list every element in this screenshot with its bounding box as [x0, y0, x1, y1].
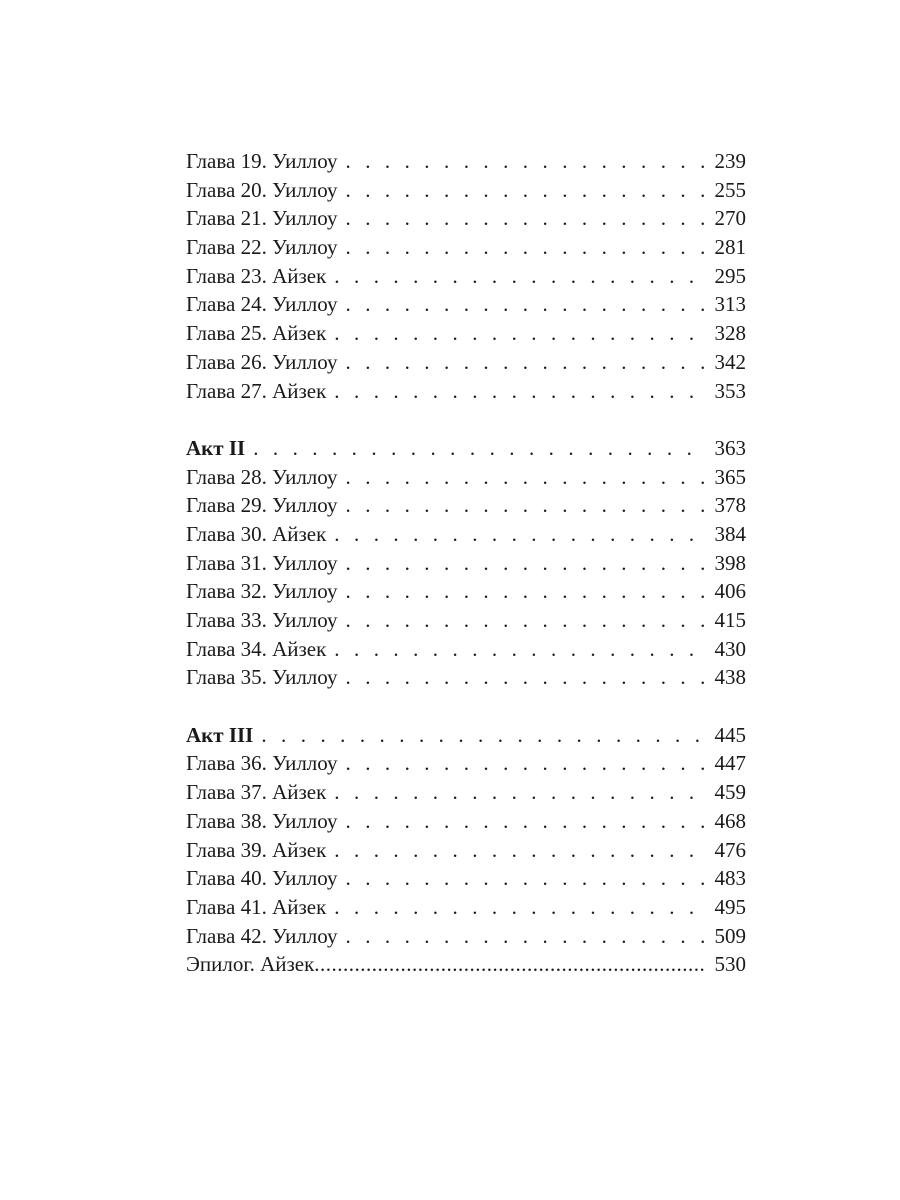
toc-page-number: 430: [714, 636, 746, 661]
dot-leader: [261, 721, 704, 750]
toc-entry-title: Акт II: [186, 435, 246, 460]
dot-leader: [334, 635, 704, 664]
toc-entry-title: Глава 24. Уиллоу: [186, 292, 338, 317]
toc-entry-title: Глава 35. Уиллоу: [186, 665, 338, 690]
toc-entry: [186, 348, 746, 377]
toc-page-number: 353: [714, 378, 746, 403]
toc-page-number: 398: [714, 550, 746, 575]
toc-entry-title: Акт III: [186, 722, 254, 747]
toc-entry-title: Глава 38. Уиллоу: [186, 808, 338, 833]
toc-entry: [186, 520, 746, 549]
dot-leader: [346, 348, 705, 377]
toc-entry: [186, 491, 746, 520]
toc-page-number: 445: [714, 722, 746, 747]
dot-leader: [346, 204, 705, 233]
toc-entry-title: Глава 39. Айзек: [186, 837, 327, 862]
dot-leader: [346, 577, 705, 606]
dot-leader: [334, 778, 704, 807]
toc-entry-title: Глава 41. Айзек: [186, 894, 327, 919]
dot-leader: [334, 893, 704, 922]
toc-entry: [186, 749, 746, 778]
toc-entry-title: Глава 40. Уиллоу: [186, 866, 338, 891]
toc-entry-title: Глава 19. Уиллоу: [186, 149, 338, 173]
toc-page-number: 530: [714, 952, 746, 977]
toc-page-number: 365: [714, 464, 746, 489]
toc-entry-title: Глава 31. Уиллоу: [186, 550, 338, 575]
dot-leader: [346, 463, 705, 492]
dot-leader: [314, 950, 704, 979]
toc-entry: [186, 663, 746, 692]
dot-leader: [346, 606, 705, 635]
toc-page-number: 384: [714, 521, 746, 546]
toc-page-number: 313: [714, 292, 746, 317]
toc-page-number: 468: [714, 808, 746, 833]
toc-entry-title: Глава 30. Айзек: [186, 521, 327, 546]
toc-page-number: 281: [714, 235, 746, 260]
toc-entry-title: Глава 36. Уиллоу: [186, 751, 338, 776]
toc-entry-title: Глава 23. Айзек: [186, 263, 327, 288]
toc-act-heading: [186, 434, 746, 463]
toc-entry-title: Глава 26. Уиллоу: [186, 349, 338, 374]
toc-page-number: 239: [714, 149, 746, 173]
toc-page-number: 255: [714, 177, 746, 202]
toc-entry: [186, 893, 746, 922]
dot-leader: [346, 176, 705, 205]
toc-entry: [186, 377, 746, 406]
toc-entry: [186, 635, 746, 664]
toc-entry-title: Глава 29. Уиллоу: [186, 493, 338, 518]
toc-entry: [186, 262, 746, 291]
toc-entry: [186, 290, 746, 319]
dot-leader: [334, 836, 704, 865]
toc-entry-title: Глава 42. Уиллоу: [186, 923, 338, 948]
toc-entry-title: Глава 37. Айзек: [186, 780, 327, 805]
dot-leader: [346, 807, 705, 836]
toc-entry: [186, 836, 746, 865]
toc-entry: [186, 549, 746, 578]
dot-leader: [346, 147, 705, 176]
toc-entry: [186, 319, 746, 348]
toc-page-number: 476: [714, 837, 746, 862]
dot-leader: [334, 377, 704, 406]
toc-page-number: 378: [714, 493, 746, 518]
dot-leader: [346, 922, 705, 951]
toc-entry-title: Глава 32. Уиллоу: [186, 579, 338, 604]
toc-page-number: 495: [714, 894, 746, 919]
toc-entry-title: Глава 21. Уиллоу: [186, 206, 338, 231]
toc-entry-title: Глава 34. Айзек: [186, 636, 327, 661]
toc-entry-title: Глава 22. Уиллоу: [186, 235, 338, 260]
toc-entry: [186, 950, 746, 979]
toc-group: [186, 147, 746, 405]
dot-leader: [346, 663, 705, 692]
toc-entry: [186, 204, 746, 233]
toc-entry: [186, 463, 746, 492]
toc-entry: [186, 176, 746, 205]
toc-page-number: 342: [714, 349, 746, 374]
toc-entry-title: Глава 27. Айзек: [186, 378, 327, 403]
dot-leader: [253, 434, 704, 463]
dot-leader: [346, 233, 705, 262]
toc-page-number: 509: [714, 923, 746, 948]
toc-page-number: 447: [714, 751, 746, 776]
toc-entry: [186, 233, 746, 262]
dot-leader: [334, 319, 704, 348]
toc-group: [186, 721, 746, 979]
toc-entry: [186, 577, 746, 606]
toc-page-number: 406: [714, 579, 746, 604]
toc-page-number: 483: [714, 866, 746, 891]
toc-entry: [186, 864, 746, 893]
toc-entry-title: Глава 33. Уиллоу: [186, 608, 338, 632]
toc-page-number: 415: [714, 608, 746, 632]
dot-leader: [346, 491, 705, 520]
toc-page-number: 438: [714, 665, 746, 690]
dot-leader: [346, 290, 705, 319]
toc-group: [186, 434, 746, 692]
toc-page-number: 328: [714, 321, 746, 346]
toc-entry: [186, 606, 746, 635]
toc-entry: [186, 807, 746, 836]
dot-leader: [334, 262, 704, 291]
toc-entry-title: Глава 28. Уиллоу: [186, 464, 338, 489]
toc-entry-title: Глава 20. Уиллоу: [186, 177, 338, 202]
toc-entry-title: Эпилог. Айзек: [186, 952, 315, 977]
toc-entry: [186, 778, 746, 807]
toc-act-heading: [186, 721, 746, 750]
dot-leader: [346, 749, 705, 778]
dot-leader: [334, 520, 704, 549]
toc-page-number: 295: [714, 263, 746, 288]
toc-page-number: 459: [714, 780, 746, 805]
table-of-contents: [186, 147, 746, 979]
toc-entry: [186, 147, 746, 176]
dot-leader: [346, 864, 705, 893]
toc-page-number: 270: [714, 206, 746, 231]
toc-page-number: 363: [714, 435, 746, 460]
toc-entry-title: Глава 25. Айзек: [186, 321, 327, 346]
toc-entry: [186, 922, 746, 951]
dot-leader: [346, 549, 705, 578]
